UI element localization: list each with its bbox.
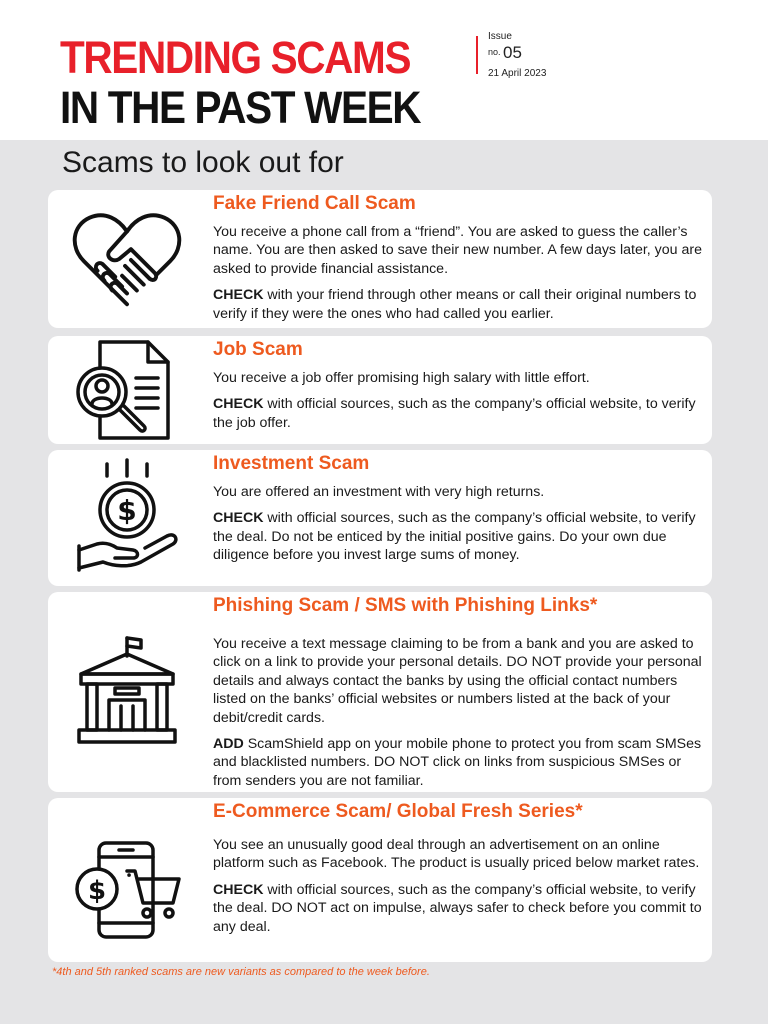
phone-cart-icon xyxy=(62,832,192,952)
scam-body xyxy=(213,483,709,573)
handshake-heart-icon xyxy=(62,200,192,320)
action-text: with official sources, such as the company’s official website, to verify the deal. DO NOT act on impulse, always safer to check before you commit to any deal. xyxy=(213,881,702,935)
action-text: ScamShield app on your mobile phone to protect you from scam SMSes and blacklisted numbers. DO NOT click on links from suspicious SMSes or from senders you are not familiar. xyxy=(213,736,702,789)
footnote: *4th and 5th ranked scams are new variants as compared to the week before. xyxy=(52,966,430,978)
scam-action xyxy=(213,881,709,936)
bank-building-icon xyxy=(62,630,192,750)
scam-card-job xyxy=(48,336,712,444)
scam-action xyxy=(213,395,709,432)
resume-magnifier-icon xyxy=(62,330,192,450)
scam-heading: Job Scam xyxy=(213,339,303,360)
header-divider xyxy=(476,36,478,74)
scam-heading: Investment Scam xyxy=(213,453,370,474)
scam-action xyxy=(213,509,709,564)
bulletin-header xyxy=(0,0,768,140)
scam-description: You are offered an investment with very high returns. xyxy=(213,484,545,500)
issue-no-prefix: no. xyxy=(488,47,501,57)
scam-action xyxy=(213,735,709,790)
scam-body xyxy=(213,369,709,440)
action-keyword: CHECK xyxy=(213,287,264,304)
issue-date: 21 April 2023 xyxy=(488,68,547,79)
scam-heading: E-Commerce Scam/ Global Fresh Series* xyxy=(213,801,583,822)
issue-number: 05 xyxy=(503,43,522,62)
action-keyword: CHECK xyxy=(213,510,264,527)
svg-text:$: $ xyxy=(87,876,107,906)
scam-card-fake-friend xyxy=(48,190,712,328)
scam-description: You receive a job offer promising high salary with little effort. xyxy=(213,370,590,386)
hand-coin-icon xyxy=(62,456,192,576)
action-keyword: CHECK xyxy=(213,396,264,413)
action-text: with official sources, such as the company’s official website, to verify the deal. Do not be enticed by the initial positive gains. Do your own due diligence before you invest large sums of money. xyxy=(213,510,696,564)
scam-action xyxy=(213,286,709,323)
action-text: with your friend through other means or call their original numbers to verify if they were the ones who had called you earlier. xyxy=(213,287,697,322)
scam-description: You see an unusually good deal through an advertisement on an online platform such as Facebook. The product is usually priced below market rates. xyxy=(213,837,700,872)
scam-card-phishing xyxy=(48,592,712,792)
title-line-1: TRENDING SCAMS xyxy=(60,32,411,83)
action-keyword: ADD xyxy=(213,736,244,753)
action-text: with official sources, such as the company’s official website, to verify the job offer. xyxy=(213,396,696,431)
scam-heading: Phishing Scam / SMS with Phishing Links* xyxy=(213,595,598,616)
scam-body xyxy=(213,635,709,798)
title-line-2: IN THE PAST WEEK xyxy=(60,82,421,133)
scam-body xyxy=(213,223,709,331)
section-title: Scams to look out for xyxy=(62,146,344,179)
scam-description: You receive a phone call from a “friend”. You are asked to guess the caller’s name. You are then asked to save their new number. A few days later, you are asked to provide financial assistance. xyxy=(213,224,702,277)
action-keyword: CHECK xyxy=(213,881,264,898)
scam-heading: Fake Friend Call Scam xyxy=(213,193,416,214)
issue-label: Issue xyxy=(488,31,512,42)
svg-text:$: $ xyxy=(117,494,137,527)
scam-body xyxy=(213,836,709,944)
scam-card-ecommerce xyxy=(48,798,712,962)
scam-description: You receive a text message claiming to be from a bank and you are asked to click on a link to provide your personal details. DO NOT provide your personal details and always contact the banks by using the official contact numbers listed on the banks’ official websites or numbers listed at the back of your debit/credit cards. xyxy=(213,636,702,726)
scam-card-investment xyxy=(48,450,712,586)
